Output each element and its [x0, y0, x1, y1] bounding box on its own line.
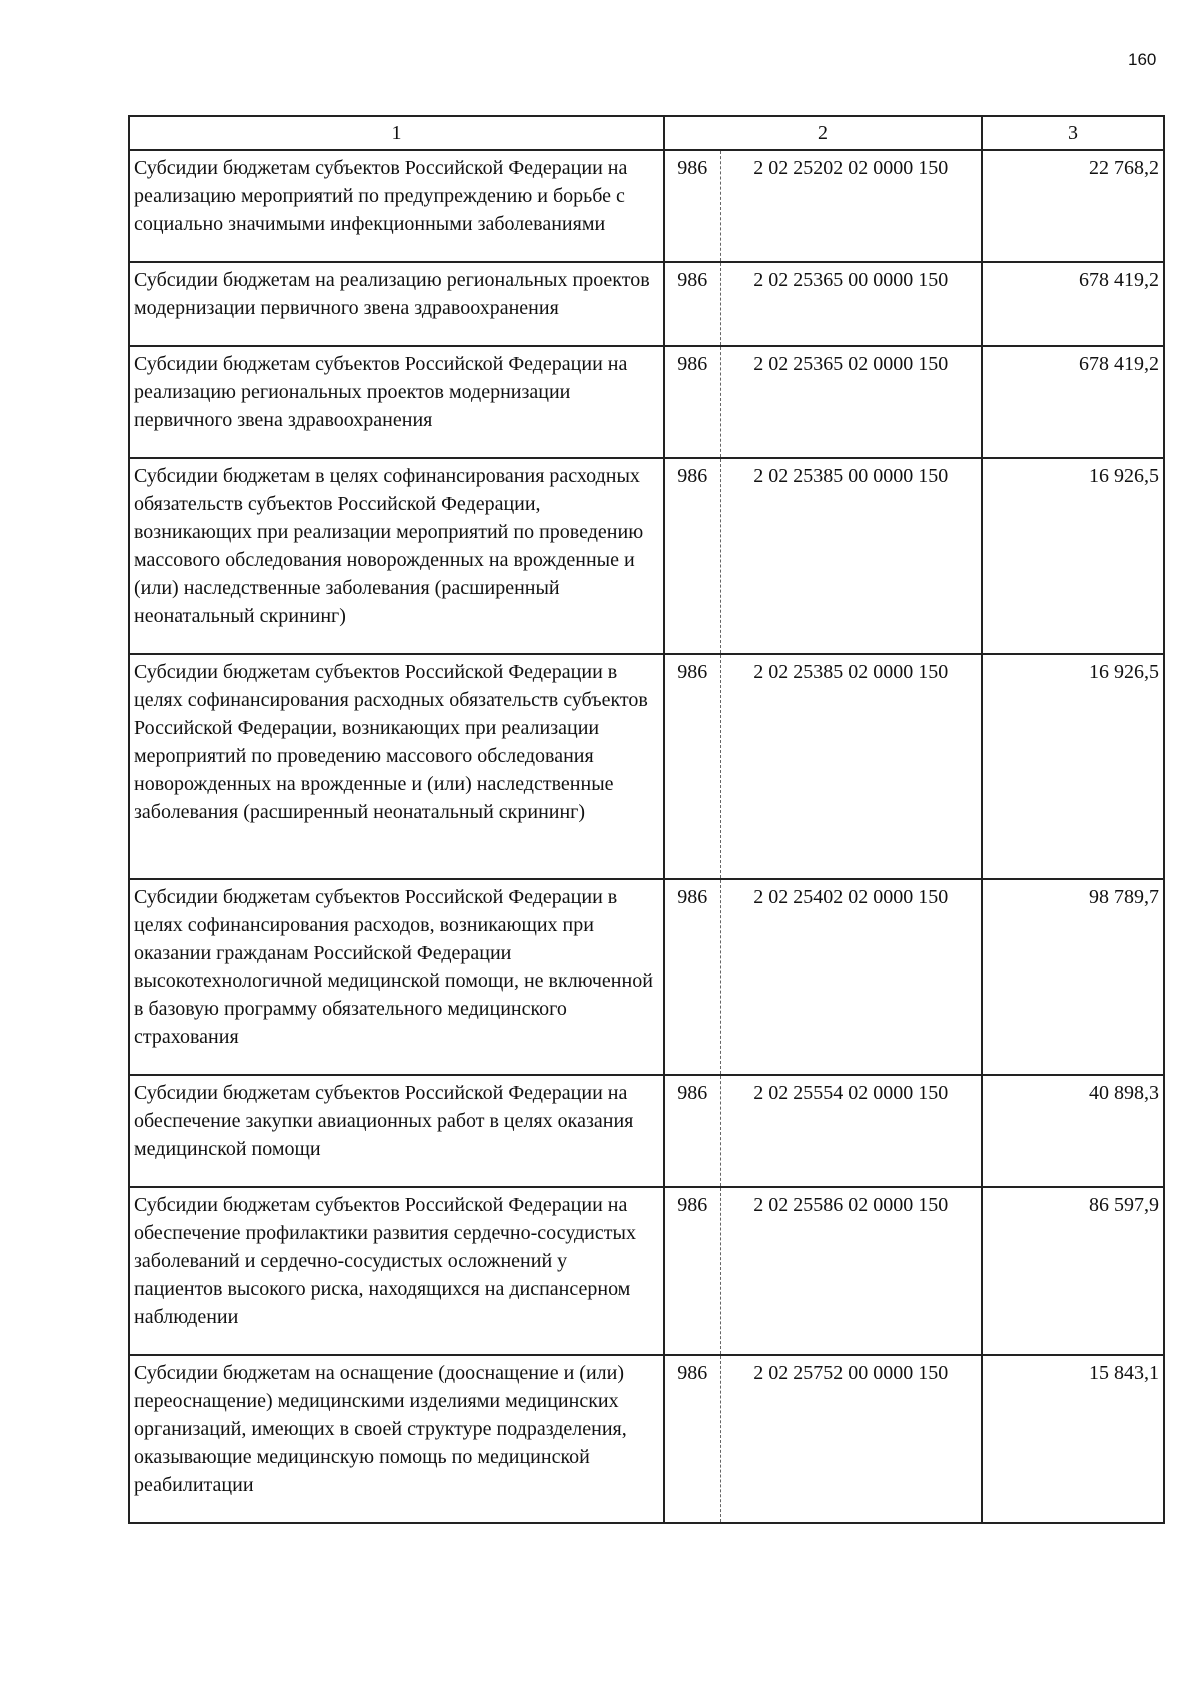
row-admin-code: 986: [664, 150, 720, 262]
row-admin-code: 986: [664, 1355, 720, 1523]
row-admin-code: 986: [664, 346, 720, 458]
row-classification-code: 2 02 25385 02 0000 150: [720, 654, 982, 879]
table-row: [129, 458, 1164, 654]
row-classification-code: 2 02 25385 00 0000 150: [720, 458, 982, 654]
row-description: Субсидии бюджетам субъектов Российской Федерации на обеспечение профилактики развития сердечно-сосудистых заболеваний и сердечно-сосудистых осложнений у пациентов высокого риска, находящихся на диспансерном наблюдении: [129, 1187, 664, 1355]
header-row: [129, 116, 1164, 150]
row-admin-code: 986: [664, 458, 720, 654]
row-classification-code: 2 02 25365 00 0000 150: [720, 262, 982, 346]
row-amount: 16 926,5: [982, 458, 1164, 654]
row-amount: 15 843,1: [982, 1355, 1164, 1523]
row-admin-code: 986: [664, 1187, 720, 1355]
header-col-1: 1: [129, 116, 664, 150]
table-row: [129, 879, 1164, 1075]
row-classification-code: 2 02 25202 02 0000 150: [720, 150, 982, 262]
row-amount: 40 898,3: [982, 1075, 1164, 1187]
page-number: 160: [1128, 50, 1157, 69]
table-row: [129, 654, 1164, 879]
table-row: [129, 1075, 1164, 1187]
row-classification-code: 2 02 25752 00 0000 150: [720, 1355, 982, 1523]
row-amount: 16 926,5: [982, 654, 1164, 879]
row-classification-code: 2 02 25586 02 0000 150: [720, 1187, 982, 1355]
row-description: Субсидии бюджетам субъектов Российской Федерации на реализацию мероприятий по предупреждению и борьбе с социально значимыми инфекционными заболеваниями: [129, 150, 664, 262]
row-admin-code: 986: [664, 654, 720, 879]
table-row: [129, 1355, 1164, 1523]
row-description: Субсидии бюджетам на реализацию региональных проектов модернизации первичного звена здравоохранения: [129, 262, 664, 346]
row-admin-code: 986: [664, 879, 720, 1075]
row-description: Субсидии бюджетам субъектов Российской Федерации в целях софинансирования расходных обязательств субъектов Российской Федерации, возникающих при реализации мероприятий по проведению массового обследования новорожденных на врожденные и (или) наследственные заболевания (расширенный неонатальный скрининг): [129, 654, 664, 879]
row-amount: 86 597,9: [982, 1187, 1164, 1355]
row-amount: 98 789,7: [982, 879, 1164, 1075]
table-row: [129, 346, 1164, 458]
table-row: [129, 150, 1164, 262]
row-amount: 678 419,2: [982, 262, 1164, 346]
row-description: Субсидии бюджетам субъектов Российской Федерации на реализацию региональных проектов модернизации первичного звена здравоохранения: [129, 346, 664, 458]
row-classification-code: 2 02 25554 02 0000 150: [720, 1075, 982, 1187]
row-amount: 22 768,2: [982, 150, 1164, 262]
header-col-3: 3: [982, 116, 1164, 150]
table-row: [129, 262, 1164, 346]
row-description: Субсидии бюджетам на оснащение (дооснащение и (или) переоснащение) медицинскими изделиями медицинских организаций, имеющих в своей структуре подразделения, оказывающие медицинскую помощь по медицинской реабилитации: [129, 1355, 664, 1523]
row-description: Субсидии бюджетам в целях софинансирования расходных обязательств субъектов Российской Федерации, возникающих при реализации мероприятий по проведению массового обследования новорожденных на врожденные и (или) наследственные заболевания (расширенный неонатальный скрининг): [129, 458, 664, 654]
table-row: [129, 1187, 1164, 1355]
row-classification-code: 2 02 25365 02 0000 150: [720, 346, 982, 458]
row-classification-code: 2 02 25402 02 0000 150: [720, 879, 982, 1075]
row-description: Субсидии бюджетам субъектов Российской Федерации в целях софинансирования расходов, возникающих при оказании гражданам Российской Федерации высокотехнологичной медицинской помощи, не включенной в базовую программу обязательного медицинского страхования: [129, 879, 664, 1075]
row-admin-code: 986: [664, 262, 720, 346]
row-amount: 678 419,2: [982, 346, 1164, 458]
budget-table: [128, 115, 1165, 1524]
row-admin-code: 986: [664, 1075, 720, 1187]
header-col-2: 2: [664, 116, 982, 150]
row-description: Субсидии бюджетам субъектов Российской Федерации на обеспечение закупки авиационных работ в целях оказания медицинской помощи: [129, 1075, 664, 1187]
